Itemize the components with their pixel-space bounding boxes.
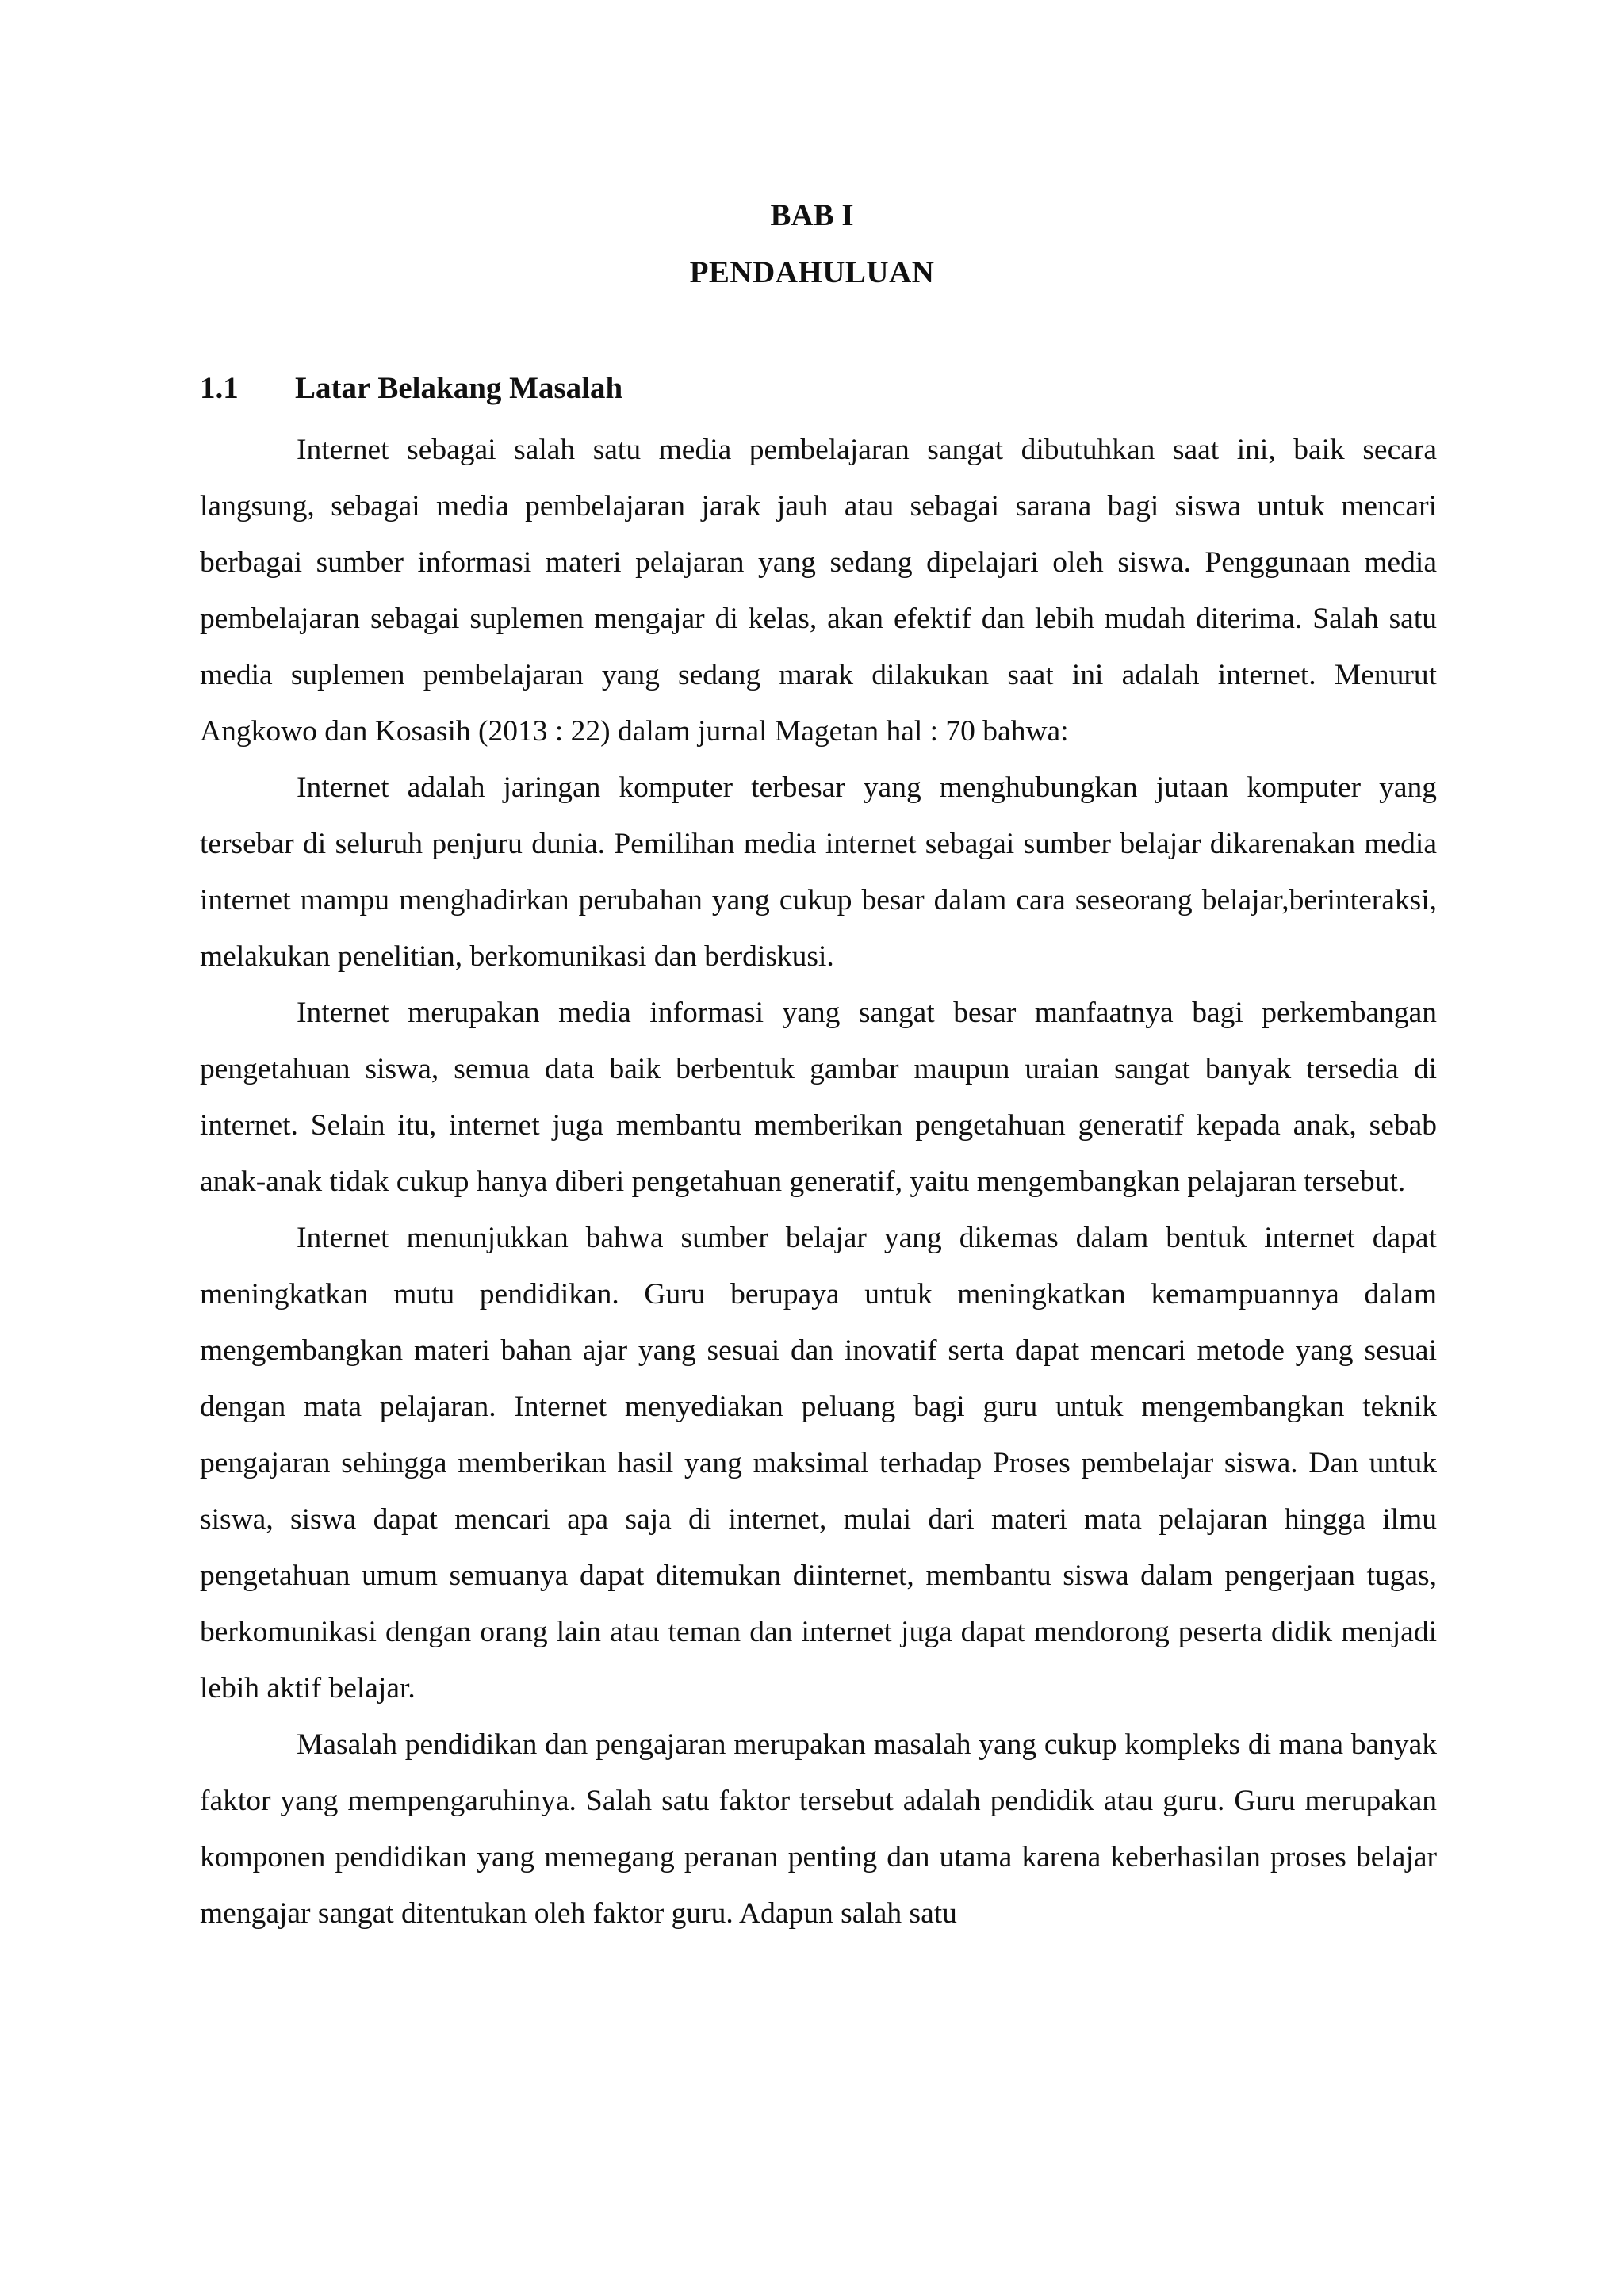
paragraph-1: Internet sebagai salah satu media pembelajaran sangat dibutuhkan saat ini, baik secara langsung, sebagai media pembelajaran jarak jauh atau sebagai sarana bagi siswa untuk mencari berbagai sumber informasi materi pelajaran yang sedang dipelajari oleh siswa. Penggunaan media pembelajaran sebagai suplemen mengajar di kelas, akan efektif dan lebih mudah diterima. Salah satu media suplemen pembelajaran yang sedang marak dilakukan saat ini adalah internet. Menurut Angkowo dan Kosasih (2013 : 22) dalam jurnal Magetan hal : 70 bahwa: (200, 434, 1437, 748)
paragraph-3: Internet merupakan media informasi yang sangat besar manfaatnya bagi perkembangan pengetahuan siswa, semua data baik berbentuk gambar maupun uraian sangat banyak tersedia di internet. Selain itu, internet juga membantu memberikan pengetahuan generatif kepada anak, sebab anak-anak tidak cukup hanya diberi pengetahuan generatif, yaitu mengembangkan pelajaran tersebut. (200, 997, 1437, 1198)
paragraph-4: Internet menunjukkan bahwa sumber belajar yang dikemas dalam bentuk internet dapat meningkatkan mutu pendidikan. Guru berupaya untuk meningkatkan kemampuannya dalam mengembangkan materi bahan ajar yang sesuai dan inovatif serta dapat mencari metode yang sesuai dengan mata pelajaran. Internet menyediakan peluang bagi guru untuk mengembangkan teknik pengajaran sehingga memberikan hasil yang maksimal terhadap Proses pembelajar siswa. Dan untuk siswa, siswa dapat mencari apa saja di internet, mulai dari materi mata pelajaran hingga ilmu pengetahuan umum semuanya dapat ditemukan diinternet, membantu siswa dalam pengerjaan tugas, berkomunikasi dengan orang lain atau teman dan internet juga dapat mendorong peserta didik menjadi lebih aktif belajar. (200, 1222, 1437, 1705)
chapter-label: BAB I (770, 198, 854, 232)
paragraph-5: Masalah pendidikan dan pengajaran merupakan masalah yang cukup kompleks di mana banyak faktor yang mempengaruhinya. Salah satu faktor tersebut adalah pendidik atau guru. Guru merupakan komponen pendidikan yang memegang peranan penting dan utama karena keberhasilan proses belajar mengajar sangat ditentukan oleh faktor guru. Adapun salah satu (200, 1728, 1437, 1930)
section-heading (200, 369, 622, 408)
section-title: Latar Belakang Masalah (295, 371, 623, 405)
section-number: 1.1 (200, 371, 239, 405)
paragraph-2: Internet adalah jaringan komputer terbesar yang menghubungkan jutaan komputer yang tersebar di seluruh penjuru dunia. Pemilihan media internet sebagai sumber belajar dikarenakan media internet mampu menghadirkan perubahan yang cukup besar dalam cara seseorang belajar,berinteraksi, melakukan penelitian, berkomunikasi dan berdiskusi. (200, 771, 1437, 973)
body-text (200, 422, 1437, 1942)
chapter-title: PENDAHULUAN (689, 255, 935, 289)
